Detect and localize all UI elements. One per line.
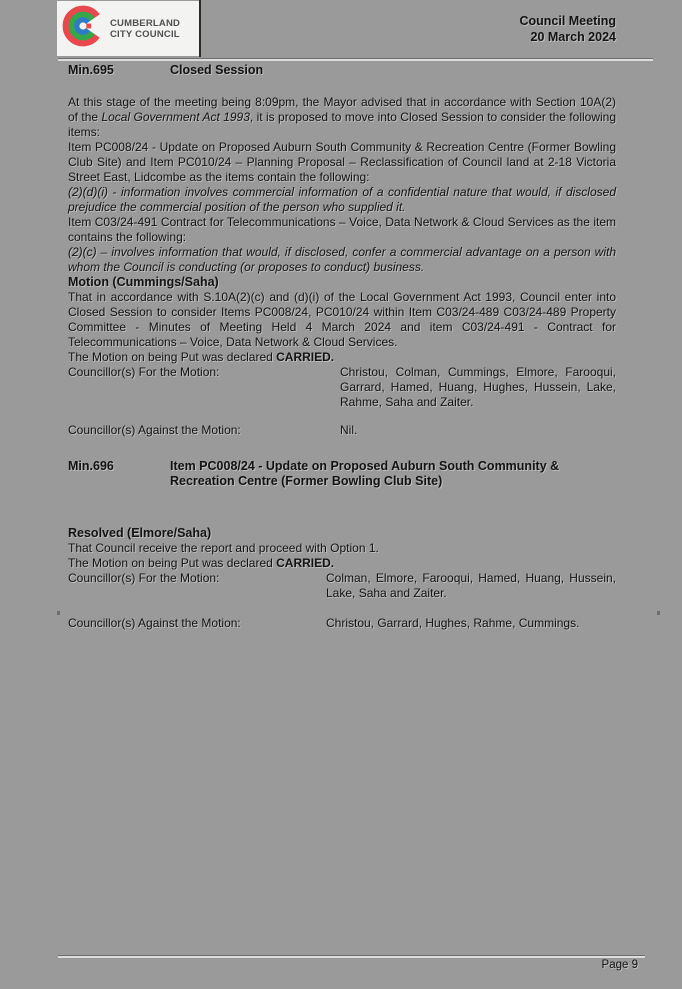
min695-p1-a: At this stage of the meeting being 8:09pm, the Mayor advised that in accordance with Section 10A(2) of the (68, 95, 616, 124)
min696-vote-for-names: Colman, Elmore, Farooqui, Hamed, Huang, Hussein, Lake, Saha and Zaiter. (326, 571, 616, 600)
min696-vote-for-row (68, 571, 616, 601)
min696-number: Min.696 (68, 459, 114, 473)
min695-vote-for-label: Councillor(s) For the Motion: (68, 365, 220, 379)
council-logo (57, 1, 199, 56)
min696-vote-against-names: Christou, Garrard, Hughes, Rahme, Cummings. (326, 616, 580, 630)
min695-paragraph-items: Item PC008/24 - Update on Proposed Auburn South Community & Recreation Centre (Former Bowling Club Site) and Item PC010/24 – Planning Proposal – Reclassification of Council land at 2-18 Victoria Street East, Lidcombe as the items contain the following: (68, 140, 616, 184)
min695-vote-against-row (68, 423, 616, 438)
council-logo-line1: CUMBERLAND (110, 17, 181, 29)
footer-rule (58, 955, 645, 958)
header-meta (519, 13, 616, 45)
min695-motion-text: That in accordance with S.10A(2)(c) and (d)(i) of the Local Government Act 1993, Council enter into Closed Session to consider Items PC008/24, PC010/24 within Item C03/24-489 C03/24-489 Property Committee - Minutes of Meeting Held 4 March 2024 and item C03/24-491 - Contract for Telecommunications – Voice, Data Network & Cloud Services. (68, 290, 616, 349)
scan-artifact-right (657, 611, 660, 615)
min696-resolved-heading: Resolved (Elmore/Saha) (68, 526, 212, 540)
meeting-title: Council Meeting (519, 14, 616, 28)
min695-carried-text: The Motion on being Put was declared (68, 350, 277, 364)
minutes-content (68, 63, 616, 631)
min695-title: Closed Session (170, 63, 264, 77)
council-logo-icon (60, 3, 106, 54)
min696-carried-result: CARRIED. (276, 556, 335, 570)
council-logo-text (110, 18, 180, 40)
min695-paragraph-contract: Item C03/24-491 Contract for Telecommunications – Voice, Data Network & Cloud Services as the item contains the following: (68, 215, 616, 244)
min696-carried-line (68, 556, 616, 571)
min695-p1-act-name: Local Government Act 1993 (101, 110, 250, 124)
min696-heading (68, 459, 616, 489)
min695-paragraph-intro (68, 95, 616, 140)
min696-vote-for-label: Councillor(s) For the Motion: (68, 571, 220, 585)
council-logo-line2: CITY COUNCIL (110, 28, 180, 40)
min695-clause-2c: (2)(c) – involves information that would, if disclosed, confer a commercial advantage on a person with whom the Council is conducting (or proposes to conduct) business. (68, 245, 616, 274)
scan-artifact-left (57, 611, 60, 615)
min696-vote-against-row (68, 616, 616, 631)
page-number: Page 9 (601, 959, 638, 971)
min695-vote-against-label: Councillor(s) Against the Motion: (68, 423, 241, 437)
min695-motion-heading: Motion (Cummings/Saha) (68, 275, 219, 289)
min695-clause-2di: (2)(d)(i) - information involves commercial information of a confidential nature that would, if disclosed prejudice the commercial position of the person who supplied it. (68, 185, 616, 214)
min696-resolved-text: That Council receive the report and proceed with Option 1. (68, 541, 379, 555)
min696-vote-against-label: Councillor(s) Against the Motion: (68, 616, 241, 630)
min695-carried-result: CARRIED. (276, 350, 335, 364)
header-rule (58, 58, 653, 61)
min695-heading (68, 63, 616, 78)
min695-p1-b: , it is proposed to move into Closed Session to consider the following items: (68, 110, 616, 139)
min695-vote-against-names: Nil. (340, 423, 358, 437)
min695-vote-for-names: Christou, Colman, Cummings, Elmore, Farooqui, Garrard, Hamed, Huang, Hughes, Hussein, Lake, Rahme, Saha and Zaiter. (340, 365, 616, 409)
min696-title: Item PC008/24 - Update on Proposed Auburn South Community & Recreation Centre (Former Bowling Club Site) (170, 459, 560, 488)
meeting-date: 20 March 2024 (530, 30, 616, 44)
min695-carried-line (68, 350, 616, 365)
min695-number: Min.695 (68, 63, 114, 77)
header-divider (199, 0, 201, 57)
min696-carried-text: The Motion on being Put was declared (68, 556, 277, 570)
min695-vote-for-row (68, 365, 616, 410)
